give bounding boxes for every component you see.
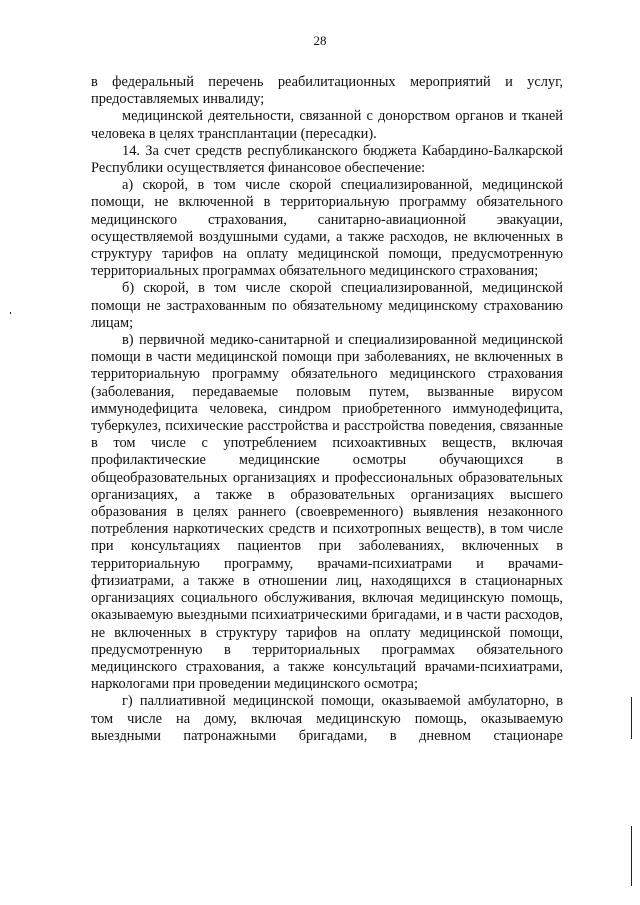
paragraph: г) паллиативной медицинской помощи, оказываемой амбулаторно, в том числе на дому, включая медицинскую помощь, оказываемую выездными патронажными бригадами, в дневном стационаре	[91, 693, 563, 744]
paragraph: в) первичной медико-санитарной и специализированной медицинской помощи в части медицинской помощи при заболеваниях, не включенных в территориальную программу обязательного медицинского страхования (заболевания, передаваемые половым путем, вызванные вирусом иммунодефицита человека, синдром приобретенного иммунодефицита, туберкулез, психические расстройства и расстройства поведения, связанные в том числе с употреблением психоактивных веществ, включая профилактические медицинские осмотры обучающихся в общеобразовательных организациях и профессиональных образовательных организациях, а также в образовательных организациях высшего образования в целях раннего (своевременного) выявления незаконного потребления наркотических средств и психотропных веществ), в том числе при консультациях пациентов при заболеваниях, включенных в территориальную программу, врачами-психиатрами и врачами-фтизиатрами, а также в отношении лиц, находящихся в стационарных организациях социального обслуживания, включая медицинскую помощь, оказываемую выездными психиатрическими бригадами, и в части расходов, не включенных в структуру тарифов на оплату медицинской помощи, предусмотренную в территориальных программах обязательного медицинского страхования, а также консультаций врачами-психиатрами, наркологами при проведении медицинского осмотра;	[91, 332, 563, 693]
page-number: 28	[313, 33, 327, 48]
document-body	[91, 74, 563, 745]
scan-speck	[10, 312, 11, 314]
scan-edge-mark	[631, 697, 632, 739]
paragraph: а) скорой, в том числе скорой специализированной, медицинской помощи, не включенной в территориальную программу обязательного медицинского страхования, санитарно-авиационной эвакуации, осуществляемой воздушными судами, а также расходов, не включенных в структуру тарифов на оплату медицинской помощи, предусмотренную территориальных программах обязательного медицинского страхования;	[91, 177, 563, 280]
paragraph: в федеральный перечень реабилитационных мероприятий и услуг, предоставляемых инвалиду;	[91, 74, 563, 108]
scan-edge-mark	[631, 826, 632, 886]
paragraph: медицинской деятельности, связанной с донорством органов и тканей человека в целях трансплантации (пересадки).	[91, 108, 563, 142]
paragraph: б) скорой, в том числе скорой специализированной, медицинской помощи не застрахованным по обязательному медицинскому страхованию лицам;	[91, 280, 563, 331]
paragraph: 14. За счет средств республиканского бюджета Кабардино-Балкарской Республики осуществляется финансовое обеспечение:	[91, 142, 563, 177]
